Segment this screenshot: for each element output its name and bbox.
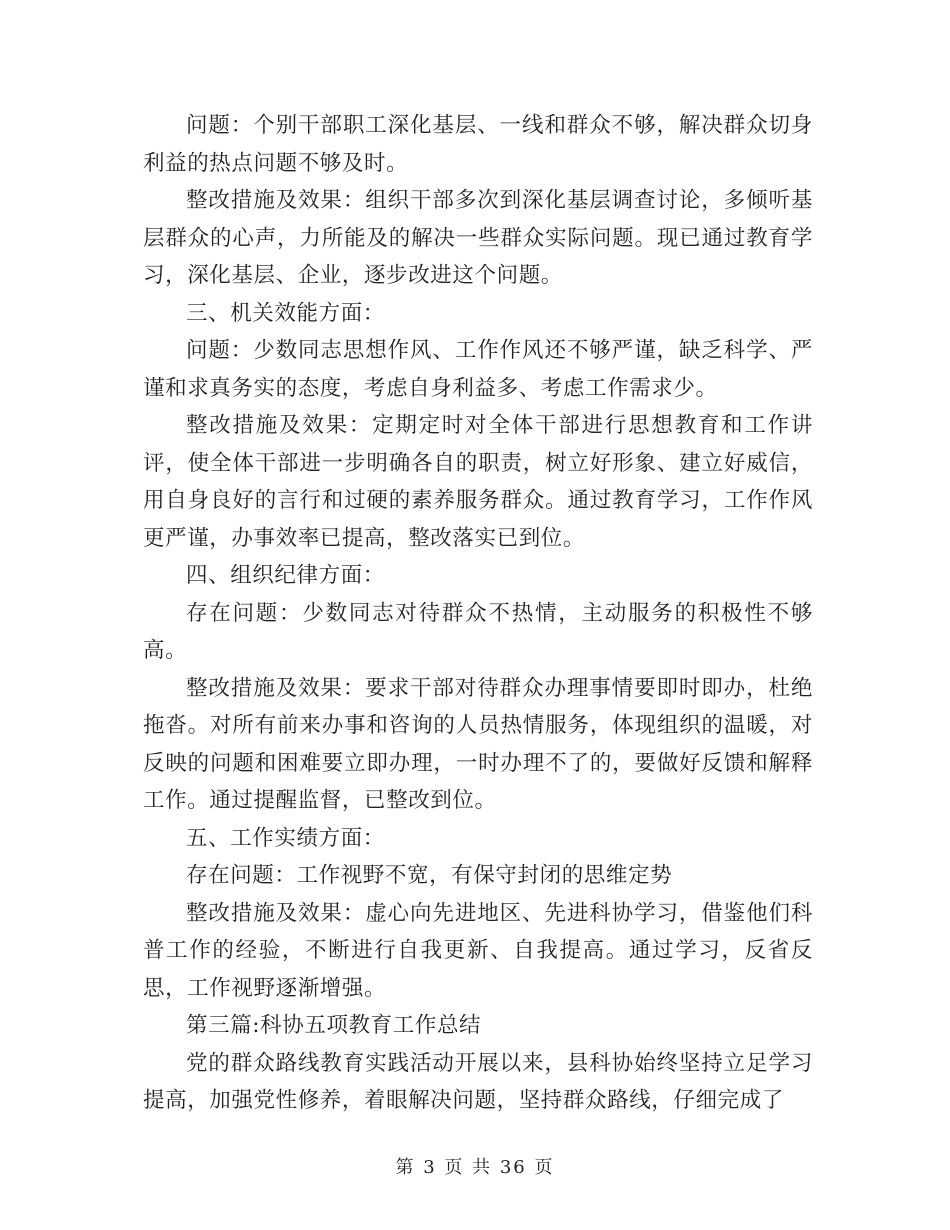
paragraph-measures-3: 整改措施及效果：定期定时对全体干部进行思想教育和工作讲评，使全体干部进一步明确各自的职责，树立好形象、建立好威信，用自身良好的言行和过硬的素养服务群众。通过教育学习，工作作风更严谨，办事效率已提高，整改落实已到位。	[143, 413, 813, 551]
section-heading-3: 三、机关效能方面：	[186, 300, 385, 326]
section-heading-5: 五、工作实绩方面：	[186, 825, 385, 851]
paragraph-problem-4: 存在问题：少数同志对待群众不热情，主动服务的积极性不够高。	[143, 600, 813, 663]
paragraph-problem-3: 问题：少数同志思想作风、工作作风还不够严谨，缺乏科学、严谨和求真务实的态度，考虑自身利益多、考虑工作需求少。	[143, 338, 813, 401]
chapter-title: 第三篇:科协五项教育工作总结	[186, 1013, 482, 1038]
paragraph-problem-1: 问题：个别干部职工深化基层、一线和群众不够，解决群众切身利益的热点问题不够及时。	[143, 113, 813, 176]
document-body	[143, 107, 813, 1120]
section-heading-4: 四、组织纪律方面：	[186, 563, 385, 588]
paragraph-measures-5: 整改措施及效果：虚心向先进地区、先进科协学习，借鉴他们科普工作的经验，不断进行自我更新、自我提高。通过学习，反省反思，工作视野逐渐增强。	[143, 900, 813, 1001]
page-footer: 第 3 页 共 36 页	[395, 1157, 555, 1178]
paragraph-measures-1: 整改措施及效果：组织干部多次到深化基层调查讨论，多倾听基层群众的心声，力所能及的解决一些群众实际问题。现已通过教育学习，深化基层、企业，逐步改进这个问题。	[143, 188, 813, 288]
paragraph-problem-5: 存在问题：工作视野不宽，有保守封闭的思维定势	[186, 863, 673, 888]
paragraph-measures-4: 整改措施及效果：要求干部对待群众办理事情要即时即办，杜绝拖沓。对所有前来办事和咨询的人员热情服务，体现组织的温暖，对反映的问题和困难要立即办理，一时办理不了的，要做好反馈和解释工作。通过提醒监督，已整改到位。	[143, 675, 813, 813]
paragraph-intro: 党的群众路线教育实践活动开展以来，县科协始终坚持立足学习提高，加强党性修养，着眼解决问题，坚持群众路线，仔细完成了	[143, 1050, 813, 1113]
